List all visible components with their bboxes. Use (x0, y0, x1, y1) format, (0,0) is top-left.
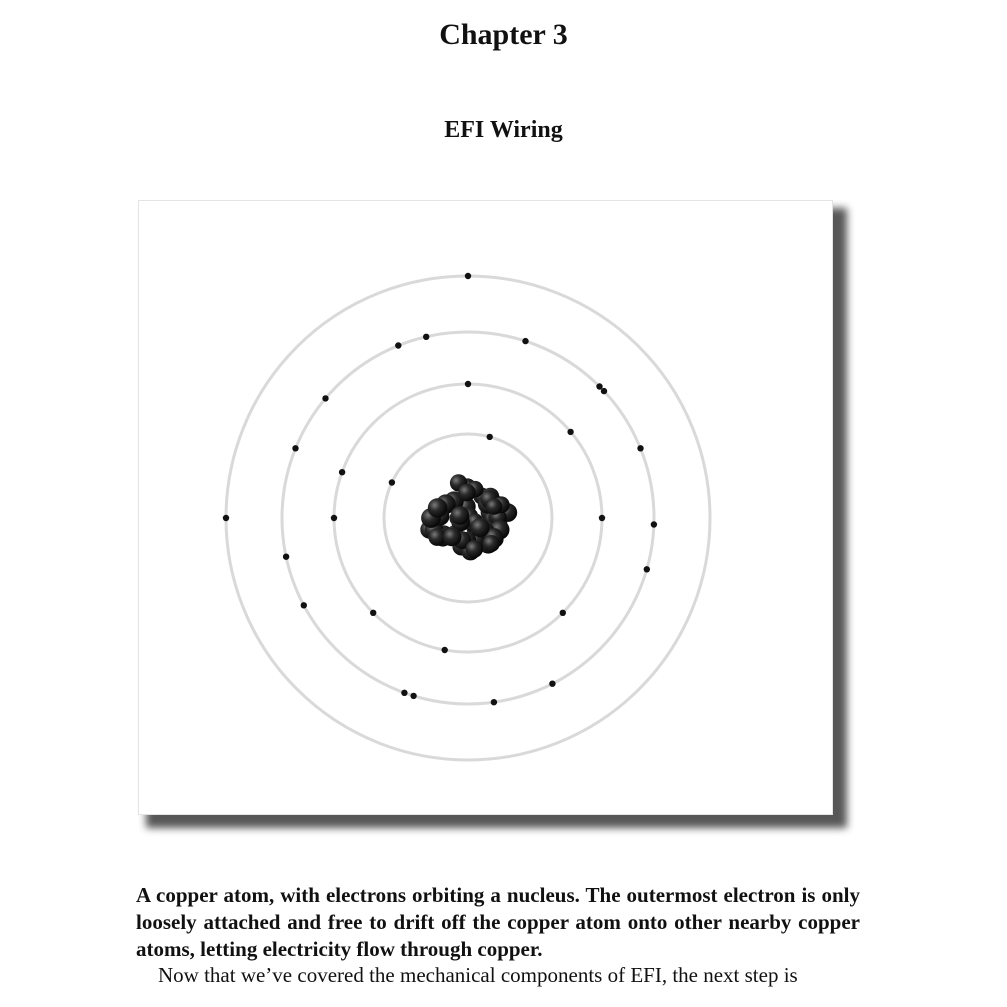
electron-ring-3 (637, 445, 643, 451)
nucleus-particle (443, 528, 461, 546)
electron-ring-3 (549, 681, 555, 687)
electron-ring-1 (389, 479, 395, 485)
electron-ring-3 (522, 338, 528, 344)
electrons (223, 273, 657, 706)
electron-ring-2 (370, 610, 376, 616)
electron-ring-2 (442, 647, 448, 653)
figure-caption: A copper atom, with electrons orbiting a nucleus. The outermost electron is only loosely attached and free to drift off the copper atom onto other nearby copper atoms, letting electricity flow through copper. (136, 883, 860, 961)
electron-ring-2 (560, 610, 566, 616)
electron-ring-3 (292, 445, 298, 451)
electron-ring-2 (331, 515, 337, 521)
electron-ring-2 (567, 429, 573, 435)
nucleus-particle (471, 518, 490, 537)
electron-ring-3 (395, 342, 401, 348)
electron-ring-3 (283, 554, 289, 560)
electron-ring-3 (644, 566, 650, 572)
electron-ring-2 (339, 469, 345, 475)
electron-ring-3 (401, 690, 407, 696)
electron-ring-3 (301, 602, 307, 608)
chapter-title: Chapter 3 (439, 18, 568, 51)
nucleus-particle (486, 498, 502, 514)
atom-diagram (139, 201, 834, 816)
section-title: EFI Wiring (444, 117, 563, 143)
electron-ring-4 (465, 273, 471, 279)
nucleus-particle (483, 535, 500, 552)
body-paragraph: Now that we’ve covered the mechanical components of EFI, the next step is (158, 963, 798, 987)
electron-ring-3 (322, 395, 328, 401)
nucleus-particle (428, 498, 447, 517)
electron-ring-2 (465, 381, 471, 387)
nucleus-particle (458, 484, 476, 502)
electron-ring-3 (596, 383, 602, 389)
nucleus-particle (451, 506, 470, 525)
nucleus-particle (466, 540, 484, 558)
copper-atom-figure (138, 200, 833, 815)
electron-ring-4 (223, 515, 229, 521)
electron-ring-3 (651, 521, 657, 527)
electron-ring-3 (423, 334, 429, 340)
electron-ring-1 (487, 434, 493, 440)
electron-ring-3 (410, 693, 416, 699)
electron-ring-3 (491, 699, 497, 705)
electron-ring-2 (599, 515, 605, 521)
nucleus (420, 474, 517, 560)
electron-ring-3 (601, 388, 607, 394)
